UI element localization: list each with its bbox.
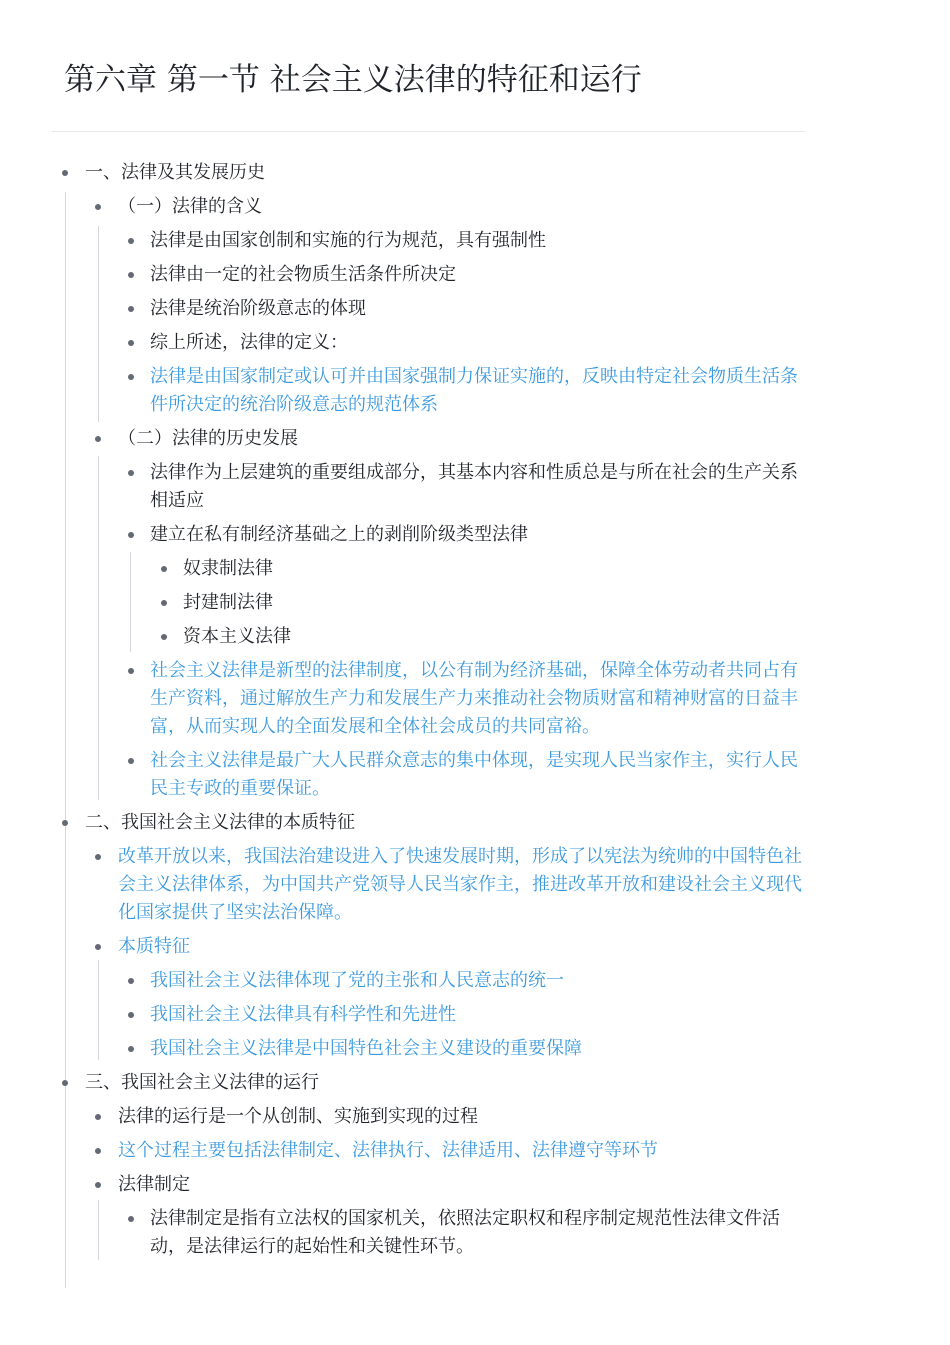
bullet: [128, 470, 134, 476]
list-item[interactable]: 建立在私有制经济基础之上的剥削阶级类型法律: [150, 524, 528, 545]
list-item[interactable]: 法律制定: [118, 1174, 190, 1195]
feature-item[interactable]: 我国社会主义法律体现了党的主张和人民意志的统一: [150, 970, 564, 991]
guide-line-1a: [98, 226, 99, 422]
bullet: [128, 978, 134, 984]
bullet: [128, 758, 134, 764]
list-item[interactable]: 综上所述，法律的定义：: [150, 332, 348, 353]
list-item[interactable]: 社会主义法律是新型的法律制度，以公有制为经济基础，保障全体劳动者共同占有生产资料，通过解放生产力和发展生产力来推动社会物质财富和精神财富的日益丰富，从而实现人的全面发展和全体社会成员的共同富裕。: [150, 660, 798, 737]
guide-line-1b: [98, 456, 99, 800]
page-title: 第六章 第一节 社会主义法律的特征和运行: [64, 62, 642, 98]
guide-line-2-features: [98, 960, 99, 1060]
law-type-item[interactable]: 封建制法律: [183, 592, 273, 613]
bullet: [95, 1114, 101, 1120]
guide-line-1b-types: [130, 552, 131, 652]
bullet: [128, 238, 134, 244]
law-type-item[interactable]: 资本主义法律: [183, 626, 291, 647]
feature-item[interactable]: 我国社会主义法律具有科学性和先进性: [150, 1004, 456, 1025]
bullet: [161, 566, 167, 572]
list-item[interactable]: 法律是统治阶级意志的体现: [150, 298, 366, 319]
bullet: [95, 204, 101, 210]
bullet: [128, 1046, 134, 1052]
bullet: [62, 820, 68, 826]
bullet: [95, 1148, 101, 1154]
bullet: [95, 1182, 101, 1188]
list-item[interactable]: 法律制定是指有立法权的国家机关，依照法定职权和程序制定规范性法律文件活动，是法律运行的起始性和关键性环节。: [150, 1208, 780, 1257]
list-item[interactable]: 本质特征: [118, 936, 190, 957]
guide-line-3c: [98, 1200, 99, 1260]
bullet: [161, 600, 167, 606]
list-item[interactable]: 法律是由国家创制和实施的行为规范，具有强制性: [150, 230, 546, 251]
bullet: [128, 1012, 134, 1018]
list-item[interactable]: 法律的运行是一个从创制、实施到实现的过程: [118, 1106, 478, 1127]
bullet: [128, 668, 134, 674]
bullet: [128, 306, 134, 312]
bullet: [161, 634, 167, 640]
bullet: [95, 854, 101, 860]
list-item[interactable]: 这个过程主要包括法律制定、法律执行、法律适用、法律遵守等环节: [118, 1140, 658, 1161]
bullet: [128, 1216, 134, 1222]
law-type-item[interactable]: 奴隶制法律: [183, 558, 273, 579]
list-item[interactable]: 法律作为上层建筑的重要组成部分，其基本内容和性质总是与所在社会的生产关系相适应: [150, 462, 798, 511]
list-item[interactable]: 改革开放以来，我国法治建设进入了快速发展时期，形成了以宪法为统帅的中国特色社会主义法律体系，为中国共产党领导人民当家作主，推进改革开放和建设社会主义现代化国家提供了坚实法治保障。: [118, 846, 802, 923]
list-item[interactable]: 法律由一定的社会物质生活条件所决定: [150, 264, 456, 285]
bullet: [95, 944, 101, 950]
subsection-heading[interactable]: （二）法律的历史发展: [118, 428, 298, 449]
title-divider: [52, 131, 805, 132]
bullet: [62, 170, 68, 176]
feature-item[interactable]: 我国社会主义法律是中国特色社会主义建设的重要保障: [150, 1038, 582, 1059]
bullet: [62, 1080, 68, 1086]
subsection-heading[interactable]: （一）法律的含义: [118, 196, 262, 217]
section-heading[interactable]: 三、我国社会主义法律的运行: [85, 1072, 319, 1093]
bullet: [128, 374, 134, 380]
section-heading[interactable]: 一、法律及其发展历史: [85, 162, 265, 183]
outline-list: [0, 156, 950, 1306]
law-definition-text[interactable]: 法律是由国家制定或认可并由国家强制力保证实施的，反映由特定社会物质生活条件所决定的统治阶级意志的规范体系: [150, 366, 798, 415]
list-item[interactable]: 社会主义法律是最广大人民群众意志的集中体现，是实现人民当家作主，实行人民民主专政的重要保证。: [150, 750, 798, 799]
bullet: [128, 272, 134, 278]
bullet: [128, 532, 134, 538]
bullet: [128, 340, 134, 346]
guide-line-level1: [65, 192, 66, 1288]
bullet: [95, 436, 101, 442]
section-heading[interactable]: 二、我国社会主义法律的本质特征: [85, 812, 355, 833]
